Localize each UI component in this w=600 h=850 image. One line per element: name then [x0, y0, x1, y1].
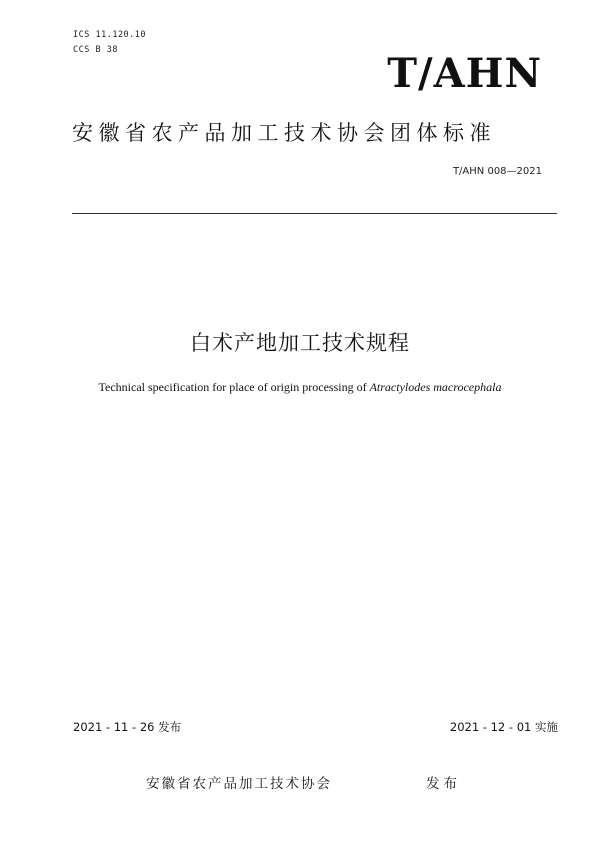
species-name: Atractylodes macrocephala	[369, 380, 502, 394]
header-divider	[72, 213, 557, 214]
english-title-text: Technical specification for place of origin processing of	[98, 380, 370, 394]
implementation-date: 2021 - 12 - 01 实施	[449, 720, 558, 734]
standard-number: T/AHN 008—2021	[452, 166, 542, 177]
publish-label: 发布	[426, 776, 461, 792]
ccs-code: CCS B 38	[73, 45, 118, 55]
issue-date: 2021 - 11 - 26 发布	[73, 720, 182, 734]
organization-standard-title: 安徽省农产品加工技术协会团体标准	[72, 121, 496, 145]
issuing-organization: 安徽省农产品加工技术协会	[146, 776, 332, 792]
document-title-chinese: 白术产地加工技术规程	[190, 331, 410, 355]
document-title-english	[0, 380, 600, 395]
standard-code-mark: T/AHN	[387, 50, 542, 97]
ics-code: ICS 11.120.10	[73, 30, 147, 40]
